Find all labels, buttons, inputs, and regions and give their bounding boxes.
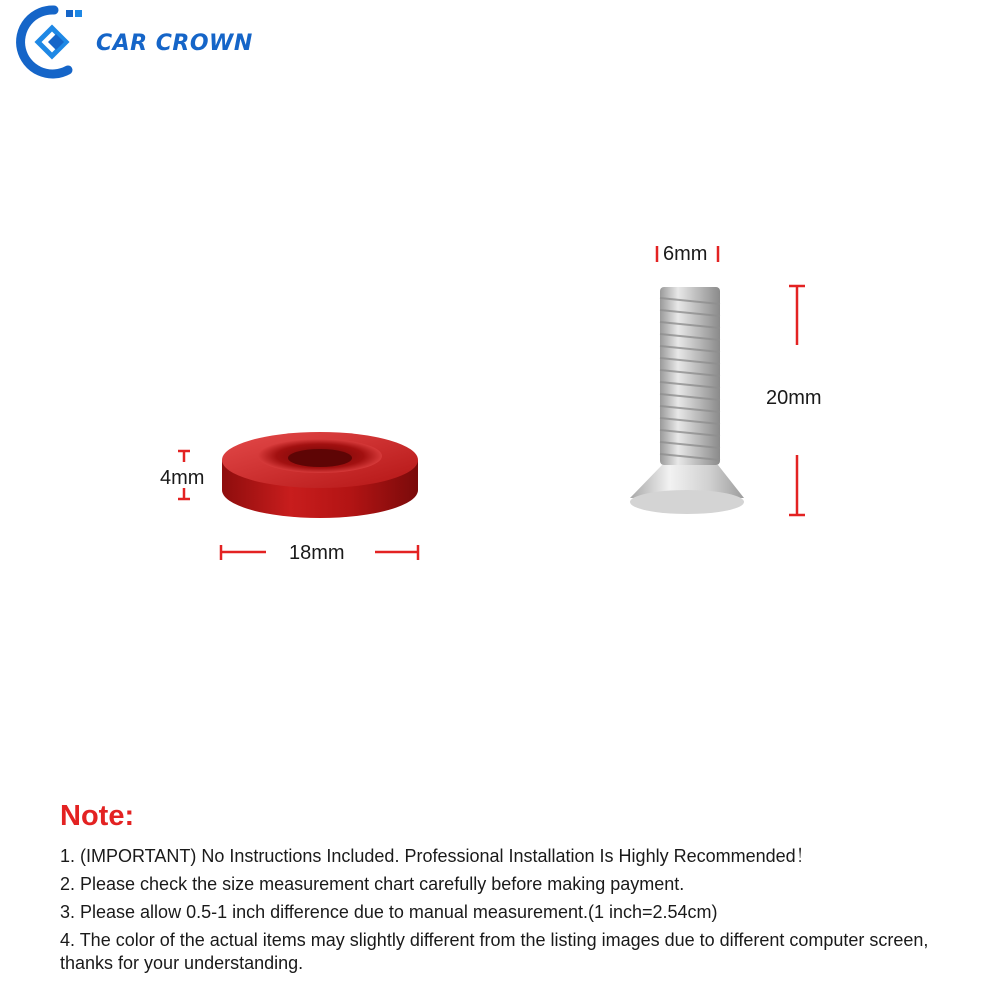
note-item-3: 3. Please allow 0.5-1 inch difference due to manual measurement.(1 inch=2.54cm) xyxy=(60,902,718,922)
bolt-diameter-label: 6mm xyxy=(663,243,708,265)
note-list xyxy=(60,845,970,980)
note-item-1: 1. (IMPORTANT) No Instructions Included. Professional Installation Is Highly Recommended！ xyxy=(60,846,814,866)
silver-bolt-image xyxy=(630,287,744,514)
red-washer-image xyxy=(222,432,418,518)
brand-name: CAR CROWN xyxy=(96,31,253,56)
washer-diameter-label: 18mm xyxy=(289,542,345,564)
bolt-length-label: 20mm xyxy=(766,387,822,409)
note-title: Note: xyxy=(60,800,135,832)
note-item-4: 4. The color of the actual items may slightly different from the listing images due to different computer screen, thanks for your understanding. xyxy=(60,930,929,973)
washer-thickness-label: 4mm xyxy=(160,467,205,489)
note-item-2: 2. Please check the size measurement chart carefully before making payment. xyxy=(60,874,685,894)
